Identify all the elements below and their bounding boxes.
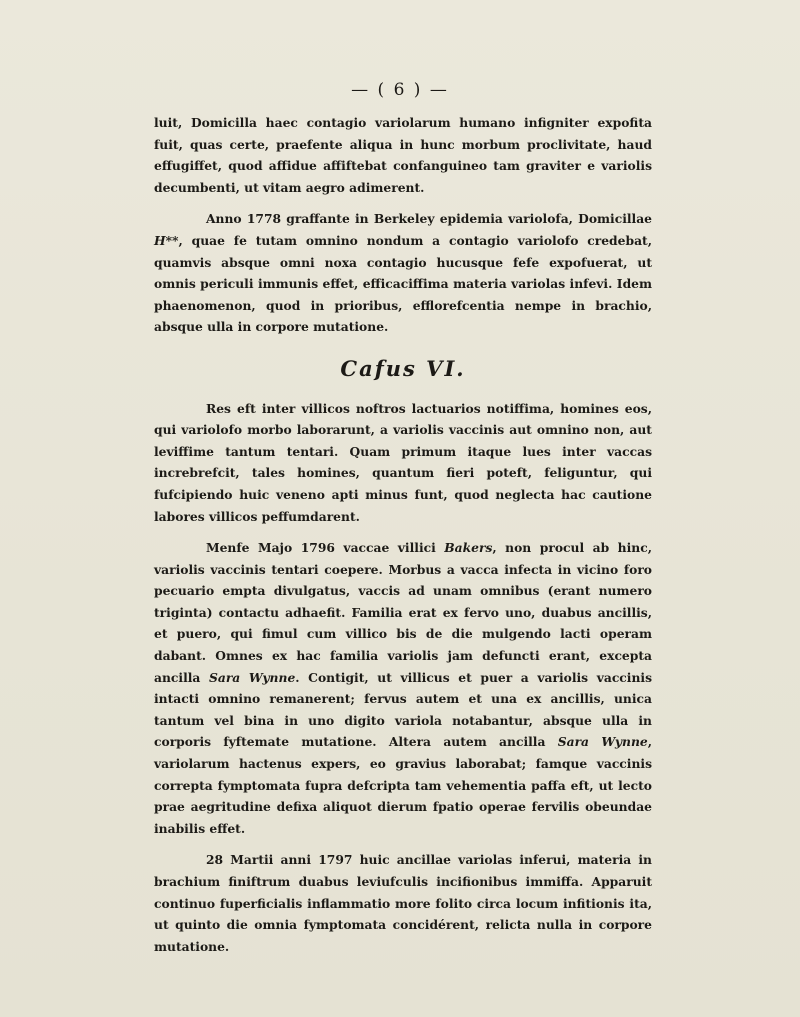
text-run: Menfe Majo 1796 vaccae villici <box>206 540 445 556</box>
text-run: , variolarum hactenus expers, eo gravius laborabat; famque vaccinis correpta fymptomata fupra defcripta tam vehementia paffa eft, ut lecto prae aegritudine defixa aliquot dierum fpatio operae fervilis obeundae inabilis effet. <box>154 734 653 836</box>
text-run: . Contigit, ut villicus et puer a variolis vaccinis intacti omnino remanerent; fervus autem et una ex ancillis, unica tantum vel bina in uno digito variola notabantur, absque ulla in corporis fyftemate mutatione. Altera autem ancilla <box>154 669 652 750</box>
paragraph-res-est: Res eft inter villicos noftros lactuarios notiffima, homines eos, qui variolofo morbo laborarunt, a variolis vaccinis aut omnino non, aut leviffime tantum tentari. Quam primum itaque lues inter vaccas increbrefcit, tales homines, quantum fieri poteft, feliguntur, qui fufcipiendo huic veneno apti minus funt, quod neglecta hac cautione labores villicos peffumdarent. <box>154 400 652 524</box>
paragraph-mense-majo <box>154 537 652 839</box>
text-run: , quae fe tutam omnino nondum a contagio variolofo credebat, quamvis absque omni noxa contagio hucusque fefe expofuerat, ut omnis periculi immunis effet, efficaciffima materia variolas infevi. Idem phaenomenon, quod in prioribus, efflorefcentia nempe in brachio, absque ulla in corpore mutatione. <box>154 232 652 335</box>
italic-name: Sara Wynne <box>208 669 296 685</box>
paragraph-continuation: luit, Domicilla haec contagio variolarum humano infigniter expofita fuit, quas certe, praefente aliqua in hunc morbum proclivitate, haud effugiffet, quod affidue affiftebat confanguineo tam graviter e variolis decumbenti, ut vitam aegro adimerent. <box>154 115 652 195</box>
text-run: Anno 1778 graffante in Berkeley epidemia variolofa, Domicillae <box>206 211 652 227</box>
page-number: — ( 6 ) — <box>351 80 449 100</box>
italic-name: Bakers <box>444 540 493 556</box>
section-heading: Cafus VI. <box>340 355 466 381</box>
paragraph-martii-1797: 28 Martii anni 1797 huic ancillae variolas inferui, materia in brachium finiftrum duabus leviufculis incifionibus immiffa. Apparuit continuo fuperficialis inflammatio more folito circa locum infitionis ita, ut quinto die omnia fymptomata concidérent, relicta nulla in corpore mutatione. <box>154 852 652 954</box>
paragraph-anno-1778 <box>154 208 652 338</box>
text-run: , non procul ab hinc, variolis vaccinis tentari coepere. Morbus a vacca infecta in vicino foro pecuario empta divulgatus, vaccis ad unam omnibus (erant numero triginta) contactu adhaefit. Familia erat ex fervo uno, duabus ancillis, et puero, qui fimul cum villico bis de die mulgendo lacti operam dabant. Omnes ex hac familia variolis jam defuncti erant, excepta ancilla <box>154 540 652 685</box>
italic-name: Sara Wynne <box>557 734 648 750</box>
body-text <box>154 112 652 967</box>
italic-initial: H** <box>154 232 179 248</box>
